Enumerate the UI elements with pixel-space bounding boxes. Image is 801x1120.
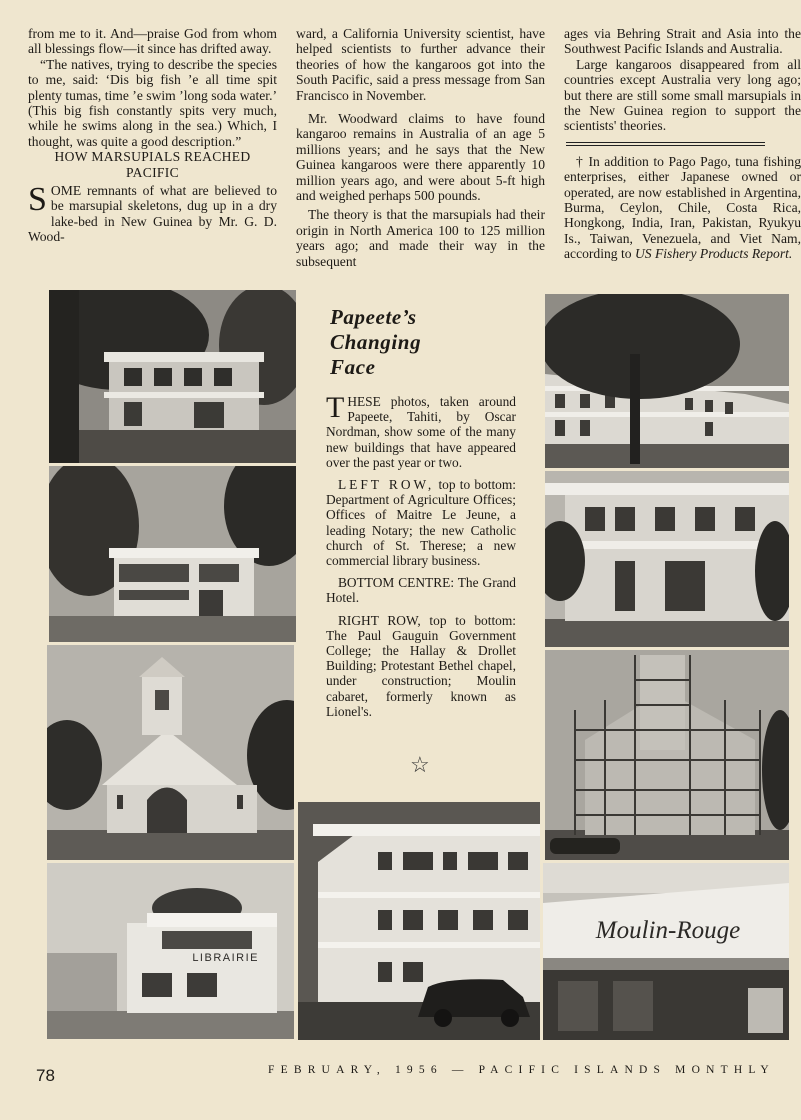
photo-paul-gauguin-college — [545, 294, 789, 468]
paragraph: ward, a California University scientist, have helped scientists to further advance their theories of how the kangaroos got into the South Pacific, said a press message from San Francisco in November. — [296, 26, 545, 103]
caption-text: The Grand Hotel. — [326, 575, 516, 606]
feature-title-line: Face — [330, 355, 376, 379]
footnote — [564, 154, 801, 262]
photo-agriculture-offices — [49, 290, 296, 463]
footnote-source: US Fishery Products Report. — [634, 246, 793, 262]
article-column-2 — [296, 26, 545, 269]
paragraph-text: OME remnants of what are believed to be marsupial skeletons, dug up in a dry lake-bed in New Guinea by Mr. G. D. Wood- — [28, 183, 277, 245]
paragraph: The theory is that the marsupials had their origin in North America 100 to 125 million years ago; and made their way in the subsequent — [296, 207, 545, 269]
caption-label: BOTTOM CENTRE: — [338, 575, 455, 591]
feature-caption-block — [326, 305, 516, 726]
paragraph: “The natives, trying to describe the species to me, said: ‘Dis big fish ’e all time spit plenty tumas, time ’e swim ’long soda water.’ (This big fish constantly spits very much, while he swims along in the sea.) Which, I thought, was quite a good description.” — [28, 56, 277, 149]
caption-left-row — [326, 477, 516, 568]
caption-bottom-centre — [326, 575, 516, 605]
star-ornament: ☆ — [410, 752, 430, 777]
photo-library-business — [47, 863, 294, 1039]
paragraph: Mr. Woodward claims to have found kangaroo remains in Australia of an age 5 millions years; and he says that the New Guinea kangaroos were there apparently 10 million years ago, and were about 5-ft high and weighed perhaps 500 pounds. — [296, 111, 545, 204]
article-column-3 — [564, 26, 801, 262]
section-heading: HOW MARSUPIALS REACHED PACIFIC — [54, 149, 251, 180]
paragraph: Large kangaroos disappeared from all countries except Australia very long ago; but there are still some small marsupials in the New Guinea region to support the scientists' theories. — [564, 56, 801, 134]
caption-label: LEFT ROW, — [338, 477, 435, 493]
footnote-text: † In addition to Pago Pago, tuna fishing enterprises, either Japanese owned or operated, are now established in Argentina, Burma, Ceylon, Chile, Costa Rica, Hongkong, India, Iran, Pakistan, Ryukyu Is., Taiwan, Venezuela, and Viet Nam, according to — [564, 153, 801, 262]
running-footer: FEBRUARY, 1956 — PACIFIC ISLANDS MONTHLY — [268, 1064, 775, 1076]
paragraph — [28, 183, 277, 245]
drop-cap: S — [28, 181, 47, 219]
photo-notary-offices — [49, 466, 296, 642]
photo-st-therese-church — [47, 645, 294, 860]
moulin-rouge-sign: Moulin-Rouge — [595, 917, 741, 944]
divider-rule — [566, 142, 765, 146]
photo-grand-hotel — [298, 802, 540, 1040]
caption-right-row — [326, 613, 516, 719]
photo-moulin-cabaret — [543, 863, 789, 1040]
article-column-1 — [28, 26, 277, 245]
caption-text: top to bottom: Department of Agriculture Offices; Offices of Maitre Le Jeune, a leading Notary; the new Catholic church of St. Therese; a new commercial library business. — [326, 477, 516, 569]
photo-bethel-chapel-construction — [545, 650, 789, 860]
feature-title-line: Papeete’s — [330, 305, 417, 329]
feature-intro — [326, 391, 516, 470]
librairie-sign: LIBRAIRIE — [192, 952, 259, 964]
drop-cap: T — [326, 391, 345, 424]
feature-title — [330, 305, 516, 380]
photo-hallay-drollet-building — [545, 471, 789, 647]
page-number: 78 — [36, 1066, 55, 1085]
paragraph: ages via Behring Strait and Asia into the Southwest Pacific Islands and Australia. — [564, 26, 801, 57]
feature-title-line: Changing — [330, 330, 422, 354]
caption-text: top to bottom: The Paul Gauguin Government College; the Hallay & Drollet Building; Protestant Bethel chapel, under construction; Moulin cabaret, formerly known as Lionel's. — [326, 612, 517, 719]
paragraph: from me to it. And—praise God from whom all blessings flow—it since has drifted away. — [28, 26, 277, 57]
caption-label: RIGHT ROW, — [338, 612, 421, 628]
feature-intro-text: HESE photos, taken around Papeete, Tahiti, by Oscar Nordman, show some of the many new buildings that have appeared over the past year or two. — [326, 394, 516, 470]
